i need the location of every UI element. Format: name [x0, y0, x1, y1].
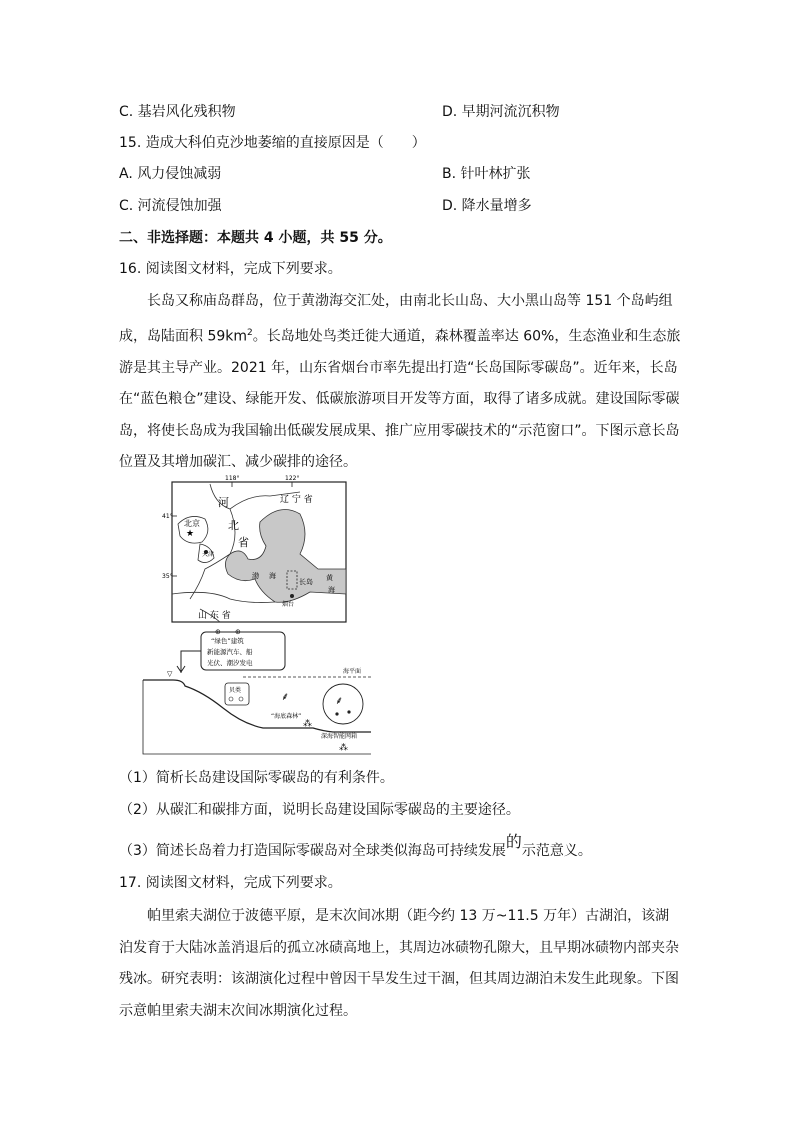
co2-icon-1: ⊕ — [215, 628, 221, 636]
q16-sub1: （1）简析长岛建设国际零碳岛的有利条件。 — [119, 770, 394, 786]
q14-option-d: D. 早期河流沉积物 — [442, 104, 560, 120]
seaweed-icon: ⸙ — [281, 690, 290, 703]
q15-option-b: B. 针叶林扩张 — [442, 166, 531, 182]
box-new-energy-vehicles: 新能源汽车、船 — [207, 648, 253, 656]
q16-sub2: （2）从碳汇和碳排方面，说明长岛建设国际零碳岛的主要途径。 — [119, 802, 520, 818]
map-label-bo: 渤 — [252, 572, 259, 580]
q15-option-d: D. 降水量增多 — [442, 198, 532, 214]
map-label-huang: 黄 — [326, 574, 333, 582]
section-heading: 二、非选择题：本题共 4 小题，共 55 分。 — [119, 230, 392, 246]
lat-35-label: 35° — [162, 573, 173, 580]
yantai-dot — [290, 594, 294, 598]
q17-stem: 17. 阅读图文材料，完成下列要求。 — [119, 875, 342, 891]
map-label-hai2: 海 — [328, 586, 335, 594]
lon-118-label: 118° — [225, 475, 240, 482]
map-label-changdao: 长岛 — [299, 578, 313, 586]
lon-122-label: 122° — [285, 475, 300, 482]
q16-material — [119, 286, 681, 479]
map-label-hai: 海 — [269, 572, 276, 580]
q17-material: 帕里索夫湖位于波德平原，是末次间冰期（距今约 13 万~11.5 万年）古湖泊，该湖泊发育于大陆冰盖消退后的孤立冰碛高地上，其周边冰碛物孔隙大，且早期冰碛物内部夹杂残冰。研究表明：该湖演化过程中曾因干旱发生过干涸，但其周边湖泊未发生此现象。下图示意帕里索夫湖末次间冰期演化过程。 — [119, 908, 679, 1019]
lat-41-label: 41° — [162, 513, 173, 520]
map-label-tianjin: 天津 — [202, 551, 215, 558]
superscript-2: 2 — [247, 327, 253, 338]
map-label-beijing: 北京 — [184, 519, 200, 528]
q16-stem: 16. 阅读图文材料，完成下列要求。 — [119, 261, 342, 277]
co2-icon-2: ⊕ — [235, 628, 241, 636]
q15-option-c: C. 河流侵蚀加强 — [119, 198, 222, 214]
deep-sea-ranch-label: 深海智能网箱 — [321, 733, 358, 740]
map-label-he: 河 — [218, 496, 229, 509]
carbon-pathway-diagram — [143, 628, 373, 756]
sea-level-label: 海平面 — [343, 668, 362, 675]
q16-material-part1: 长岛又称庙岛群岛，位于黄渤海交汇处，由南北长山岛、大小黑山岛等 151 个岛屿组成，岛陆面积 59km — [119, 293, 673, 345]
seaforest-label: “海底森林” — [271, 713, 302, 720]
map-label-yantai: 烟台 — [282, 601, 295, 608]
q16-sub3 — [119, 832, 592, 861]
q16-sub3-de: 的 — [505, 832, 522, 851]
seabed-plant-icon: ⁂ — [339, 743, 348, 753]
q15-stem: 15. 造成大科伯克沙地萎缩的直接原因是（ ） — [119, 135, 426, 151]
map-label-bei: 北 — [228, 519, 239, 532]
box-green-building: “绿色”建筑 — [211, 637, 244, 645]
map-label-liaoning: 辽 宁 省 — [280, 495, 313, 505]
q15-option-a: A. 风力侵蚀减弱 — [119, 166, 222, 182]
map-label-shandong: 山 东 省 — [198, 611, 231, 621]
water-level-triangle-icon: ▽ — [167, 670, 173, 678]
shellfish-label: 贝类 — [229, 687, 242, 694]
q16-material-part2: 。长岛地处鸟类迁徙大通道，森林覆盖率达 60%，生态渔业和生态旅游是其主导产业。2021 年，山东省烟台市率先提出打造“长岛国际零碳岛”。近年来，长岛在“蓝色粮仓”建设、绿能开发、低碳旅游项目开发等方面，取得了诸多成就。建设国际零碳岛，将使长岛成为我国输出低碳发展成果、推广应用零碳技术的“示范窗口”。下图示意长岛位置及其增加碳汇、减少碳排的途径。 — [119, 328, 681, 471]
q16-sub3-part1: （3）简述长岛着力打造国际零碳岛对全球类似海岛可持续发展 — [119, 843, 506, 859]
q16-sub3-part2: 示范意义。 — [521, 843, 592, 859]
box-pv-tidal: 光伏、潮汐发电 — [207, 659, 253, 667]
kelp-icon: ⁂ — [303, 719, 312, 729]
map-label-hebei-sheng: 省 — [238, 536, 249, 549]
beijing-star-icon: ★ — [186, 529, 195, 539]
q14-option-c: C. 基岩风化残积物 — [119, 104, 236, 120]
net-fish-icon: ⸙ — [335, 694, 344, 707]
changdao-location-map — [162, 474, 348, 624]
